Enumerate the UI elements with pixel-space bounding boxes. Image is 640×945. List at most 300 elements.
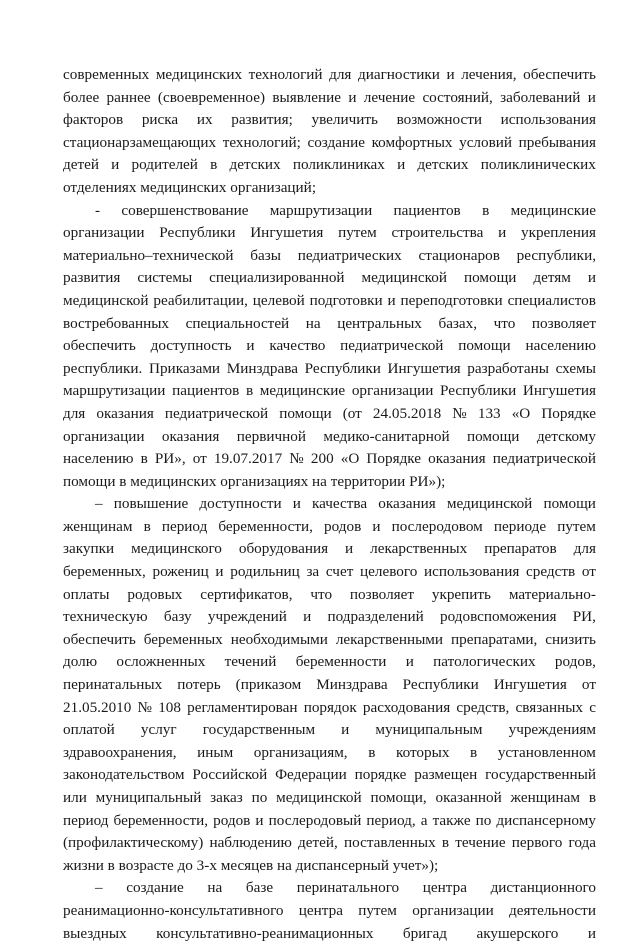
word: реабилитации, — [153, 291, 248, 309]
line-text: жизни в возрасте до 3-х месяцев на диспансерный учет»); — [63, 856, 439, 874]
word: № — [137, 698, 153, 716]
word: от — [581, 676, 596, 694]
word: что — [310, 585, 333, 603]
word: позволяет — [531, 314, 596, 332]
word: повышение — [113, 495, 189, 513]
word: и — [405, 653, 414, 671]
word: целевой — [252, 291, 305, 309]
word: доступность — [150, 337, 232, 355]
word: Республики — [402, 676, 479, 694]
text-line — [63, 87, 596, 110]
word: реанимационно-консультативного — [63, 901, 284, 919]
text-line — [63, 132, 596, 155]
text-line — [63, 313, 596, 336]
word: специалистов — [507, 291, 596, 309]
text-line — [63, 471, 596, 494]
word: детей, — [298, 834, 338, 852]
word: а — [420, 811, 428, 829]
word: путем — [358, 901, 397, 919]
word: Ингушетия — [522, 382, 596, 400]
word: республики. — [63, 359, 143, 377]
text-line — [63, 787, 596, 810]
word: поликлинических — [480, 156, 596, 174]
word: оказания — [161, 427, 220, 445]
word: технологий — [248, 66, 323, 83]
word: пациентов — [172, 382, 240, 400]
word: сертификатов, — [200, 585, 293, 603]
word: послеродовом — [391, 517, 483, 535]
text-line — [63, 154, 596, 177]
word: установленном — [497, 743, 596, 761]
word: 24.05.2018 — [372, 404, 442, 422]
word: целевого — [360, 563, 418, 581]
word: размещен — [414, 766, 478, 784]
text-line — [63, 584, 596, 607]
word: Российской — [192, 766, 268, 784]
word: лекарственными — [335, 630, 444, 648]
word: оказанной — [435, 789, 502, 806]
word: или — [63, 789, 87, 806]
word: системы — [137, 269, 193, 287]
word: учреждений — [207, 608, 287, 626]
word: педиатрической — [340, 337, 444, 355]
word: помощи — [463, 269, 517, 287]
word: и — [341, 721, 350, 739]
word: использования — [500, 111, 596, 129]
word: года — [568, 834, 596, 852]
word: выявление — [272, 88, 341, 106]
text-line — [63, 516, 596, 539]
word: переподготовки — [400, 291, 503, 309]
word: иным — [197, 743, 234, 761]
word: в — [441, 834, 450, 852]
word: в — [140, 450, 148, 468]
text-line — [63, 245, 596, 268]
word: материально- — [508, 585, 596, 603]
word: востребованных — [63, 314, 170, 332]
word: путем — [338, 224, 377, 242]
text-line — [63, 493, 596, 516]
word: заказ — [210, 789, 243, 806]
word: помощи — [458, 337, 511, 355]
text-line — [63, 222, 596, 245]
word: учреждениям — [508, 721, 596, 739]
text-line — [63, 855, 596, 878]
word: медико-санитарной — [323, 427, 450, 445]
text-line — [63, 538, 596, 561]
word: в — [143, 517, 151, 535]
word: (приказом — [235, 676, 302, 694]
word: создание — [126, 879, 184, 897]
word: родовспоможения — [440, 608, 557, 626]
word: диагностики — [357, 66, 440, 83]
word: (своевременное) — [157, 88, 265, 106]
text-line — [63, 561, 596, 584]
word: (профилактическому) — [63, 834, 204, 852]
word: педиатрической — [492, 450, 596, 468]
text-line — [63, 448, 596, 471]
word: 133 — [477, 404, 501, 422]
word: технологий; — [222, 133, 301, 151]
word: Порядке — [541, 404, 596, 422]
word: маршрутизации — [63, 382, 166, 400]
word: дистанционного — [490, 879, 596, 897]
word: населению — [63, 450, 134, 468]
word: более — [63, 88, 100, 106]
word: базу — [163, 608, 192, 626]
word: организациям, — [253, 743, 348, 761]
word: педиатрической — [164, 404, 269, 422]
word: укрепить — [431, 585, 491, 603]
word: укрепления — [520, 224, 596, 242]
word: базах, — [438, 314, 478, 332]
word: пребывания — [518, 133, 596, 151]
text-line — [63, 877, 596, 900]
text-line — [63, 697, 596, 720]
word: родильниц — [230, 563, 300, 581]
word: РИ», — [154, 450, 186, 468]
word: Ингушетия — [493, 676, 567, 694]
word: и — [292, 495, 301, 513]
word: рожениц — [152, 563, 209, 581]
word: акушерского — [476, 924, 559, 942]
word: от — [581, 563, 596, 581]
text-line — [63, 810, 596, 833]
word: в — [482, 201, 490, 219]
word: факторов — [63, 111, 124, 129]
word: периоде — [493, 517, 547, 535]
word: центра — [422, 879, 467, 897]
text-line — [63, 719, 596, 742]
text-line — [63, 200, 596, 223]
word: препаратами, — [450, 630, 538, 648]
word: организации — [63, 427, 145, 445]
word: материально–технической — [63, 246, 234, 264]
word: беременности — [295, 653, 387, 671]
word: комфортных — [371, 133, 453, 151]
word: специализированной — [209, 269, 345, 287]
word: и — [372, 517, 381, 535]
word: оплатой — [63, 721, 115, 739]
text-line — [63, 358, 596, 381]
word: подготовки — [309, 291, 383, 309]
word: в — [470, 743, 478, 761]
word: Приказами — [149, 359, 221, 377]
word: детям — [533, 269, 571, 287]
word: медицинские — [510, 201, 596, 219]
word: родителей — [131, 156, 198, 174]
text-line — [63, 267, 596, 290]
word: для — [573, 540, 596, 558]
word: по — [251, 789, 268, 806]
word: путем — [557, 517, 596, 535]
text-line — [63, 764, 596, 787]
word: увеличить — [311, 111, 378, 129]
word: перинатального — [296, 879, 400, 897]
word: детских — [229, 156, 281, 174]
text-line — [63, 426, 596, 449]
word: современных — [63, 66, 150, 83]
word: беременности, — [218, 517, 313, 535]
word: лекарственных — [370, 540, 468, 558]
text-line — [63, 403, 596, 426]
word: которых — [396, 743, 450, 761]
word: порядок — [303, 698, 357, 716]
word: законодательством — [63, 766, 185, 784]
word: перинатальных — [63, 676, 163, 694]
word: помощи — [279, 404, 332, 422]
word: качества — [311, 495, 368, 513]
word: за — [306, 563, 320, 581]
word: использования — [424, 563, 520, 581]
word: и — [111, 156, 120, 174]
word: по — [475, 811, 492, 829]
word: потерь — [177, 676, 221, 694]
word: развития — [63, 269, 121, 287]
word: расходования — [362, 698, 451, 716]
word: Минздрава — [316, 676, 388, 694]
text-line — [63, 335, 596, 358]
word: лечение — [363, 88, 416, 106]
word: медицинской — [63, 291, 149, 309]
word: родов — [213, 811, 251, 829]
word: медицинские — [259, 382, 346, 400]
word: оборудования — [238, 540, 329, 558]
word: регламентирован — [187, 698, 298, 716]
word: помощи, — [370, 789, 427, 806]
word: связанных — [515, 698, 584, 716]
word: «О — [340, 450, 360, 468]
text-line — [63, 629, 596, 652]
word: осложненных — [116, 653, 206, 671]
word: в — [368, 743, 376, 761]
word: родов — [324, 517, 362, 535]
text-line — [63, 109, 596, 132]
text-line — [63, 651, 596, 674]
text-line — [63, 606, 596, 629]
word: базы — [250, 246, 281, 264]
word: раннее — [106, 88, 151, 106]
word: родовых — [127, 585, 183, 603]
word: родов, — [554, 653, 596, 671]
word: строительства — [391, 224, 484, 242]
word: медицинского — [131, 540, 222, 558]
word: 19.07.2017 — [213, 450, 283, 468]
word: помощи — [466, 427, 520, 445]
text-line — [63, 290, 596, 313]
word: организации — [412, 901, 494, 919]
word: схемы — [555, 359, 596, 377]
word: Республики — [440, 382, 517, 400]
word: № — [452, 404, 467, 422]
word: детских — [417, 156, 469, 174]
text-line — [63, 177, 596, 200]
word: медицинской — [276, 789, 362, 806]
word: первичной — [236, 427, 307, 445]
word: для — [63, 404, 86, 422]
word: риска — [141, 111, 179, 129]
word: лечения, — [461, 66, 517, 83]
text-line — [63, 923, 596, 945]
word: деятельности — [509, 901, 596, 919]
word: Республики — [304, 359, 381, 377]
word: педиатрических — [297, 246, 402, 264]
line-text: отделениях медицинских организаций; — [63, 178, 317, 196]
word: создание — [307, 133, 365, 151]
word: специальностей — [185, 314, 290, 332]
word: и — [345, 540, 354, 558]
word: - — [95, 201, 101, 219]
word: для — [329, 66, 352, 83]
word: и — [446, 66, 455, 83]
word: также — [432, 811, 471, 829]
word: Ингушетия — [387, 359, 461, 377]
word: период — [161, 517, 208, 535]
text-line — [63, 832, 596, 855]
word: счет — [325, 563, 354, 581]
word: детскому — [536, 427, 596, 445]
word: женщинам — [63, 517, 133, 535]
word: в — [588, 789, 596, 806]
word: средств — [526, 563, 576, 581]
word: от — [192, 450, 207, 468]
word: Порядке — [366, 450, 422, 468]
word: и — [387, 291, 396, 309]
word: пациентов — [393, 201, 461, 219]
word: государственный — [485, 766, 596, 784]
word: детей — [63, 156, 99, 174]
text-line — [63, 742, 596, 765]
word: патологических — [433, 653, 536, 671]
word: порядке — [354, 766, 407, 784]
word: «О — [511, 404, 531, 422]
word: № — [289, 450, 304, 468]
word: возможности — [396, 111, 482, 129]
word: выездных — [63, 924, 127, 942]
word: населению — [525, 337, 596, 355]
word: оплаты — [63, 585, 110, 603]
word: с — [589, 698, 596, 716]
word: организации — [63, 224, 145, 242]
word: медицинской — [361, 269, 447, 287]
word: помощи — [543, 495, 596, 513]
word: послеродовый — [268, 811, 362, 829]
word: оказания — [378, 495, 436, 513]
text-line — [63, 64, 596, 87]
document-body — [63, 64, 596, 945]
word: консультативно-реанимационных — [156, 924, 374, 942]
word: Минздрава — [226, 359, 298, 377]
word: 21.05.2010 — [63, 698, 132, 716]
word: поставленных — [343, 834, 436, 852]
word: период, — [366, 811, 416, 829]
word: медицинских — [155, 66, 243, 83]
word: и — [215, 563, 224, 581]
word: беременных, — [63, 563, 146, 581]
word: что — [493, 314, 516, 332]
word: подразделений — [327, 608, 424, 626]
word: доступности — [199, 495, 282, 513]
word: условий — [459, 133, 513, 151]
word: средств, — [456, 698, 510, 716]
word: и — [255, 811, 264, 829]
word: заболеваний — [500, 88, 581, 106]
word: и — [397, 156, 406, 174]
word: центральных — [337, 314, 422, 332]
word: маршрутизации — [269, 201, 373, 219]
word: препаратов — [484, 540, 557, 558]
word: беременности, — [113, 811, 209, 829]
word: муниципальным — [375, 721, 483, 739]
word: (от — [342, 404, 362, 422]
word: и — [246, 337, 255, 355]
word: качество — [269, 337, 326, 355]
word: на — [305, 314, 321, 332]
word: течение — [455, 834, 506, 852]
word: поликлиниках — [292, 156, 385, 174]
word: беременных — [143, 630, 223, 648]
word: и — [587, 269, 596, 287]
word: республики, — [516, 246, 596, 264]
word: и — [303, 608, 312, 626]
word: 108 — [158, 698, 181, 716]
word: здравоохранения, — [63, 743, 177, 761]
word: позволяет — [349, 585, 415, 603]
word: Ингушетия — [250, 224, 324, 242]
word: Республики — [159, 224, 236, 242]
word: стационарзамещающих — [63, 133, 217, 151]
word: Федерации — [275, 766, 347, 784]
word: развития; — [231, 111, 293, 129]
text-line — [63, 674, 596, 697]
word: медицинской — [446, 495, 533, 513]
word: и — [498, 224, 507, 242]
word: снизить — [545, 630, 596, 648]
word: долю — [63, 653, 98, 671]
word: их — [196, 111, 213, 129]
word: наблюдению — [209, 834, 292, 852]
word: закупки — [63, 540, 115, 558]
word: услуг — [140, 721, 177, 739]
word: в — [210, 156, 218, 174]
word: первого — [511, 834, 563, 852]
word: разработаны — [467, 359, 549, 377]
word: РИ, — [572, 608, 596, 626]
word: период — [63, 811, 109, 829]
word: – — [95, 495, 103, 513]
word: техническую — [63, 608, 148, 626]
line-text: помощи в медицинских организациях на территории РИ»); — [63, 472, 446, 490]
word: и — [348, 88, 357, 106]
word: течений — [224, 653, 277, 671]
word: и — [587, 88, 596, 106]
word: совершенствование — [121, 201, 249, 219]
word: государственным — [202, 721, 316, 739]
word: центра — [298, 901, 343, 919]
word: и — [587, 924, 596, 942]
word: стационаров — [418, 246, 500, 264]
text-line — [63, 380, 596, 403]
word: – — [95, 879, 103, 897]
text-line — [63, 900, 596, 923]
word: необходимыми — [230, 630, 328, 648]
word: оказания — [428, 450, 486, 468]
word: диспансерному — [496, 811, 596, 829]
word: муниципальный — [95, 789, 202, 806]
word: 200 — [310, 450, 334, 468]
word: обеспечить — [63, 337, 136, 355]
word: базе — [245, 879, 274, 897]
